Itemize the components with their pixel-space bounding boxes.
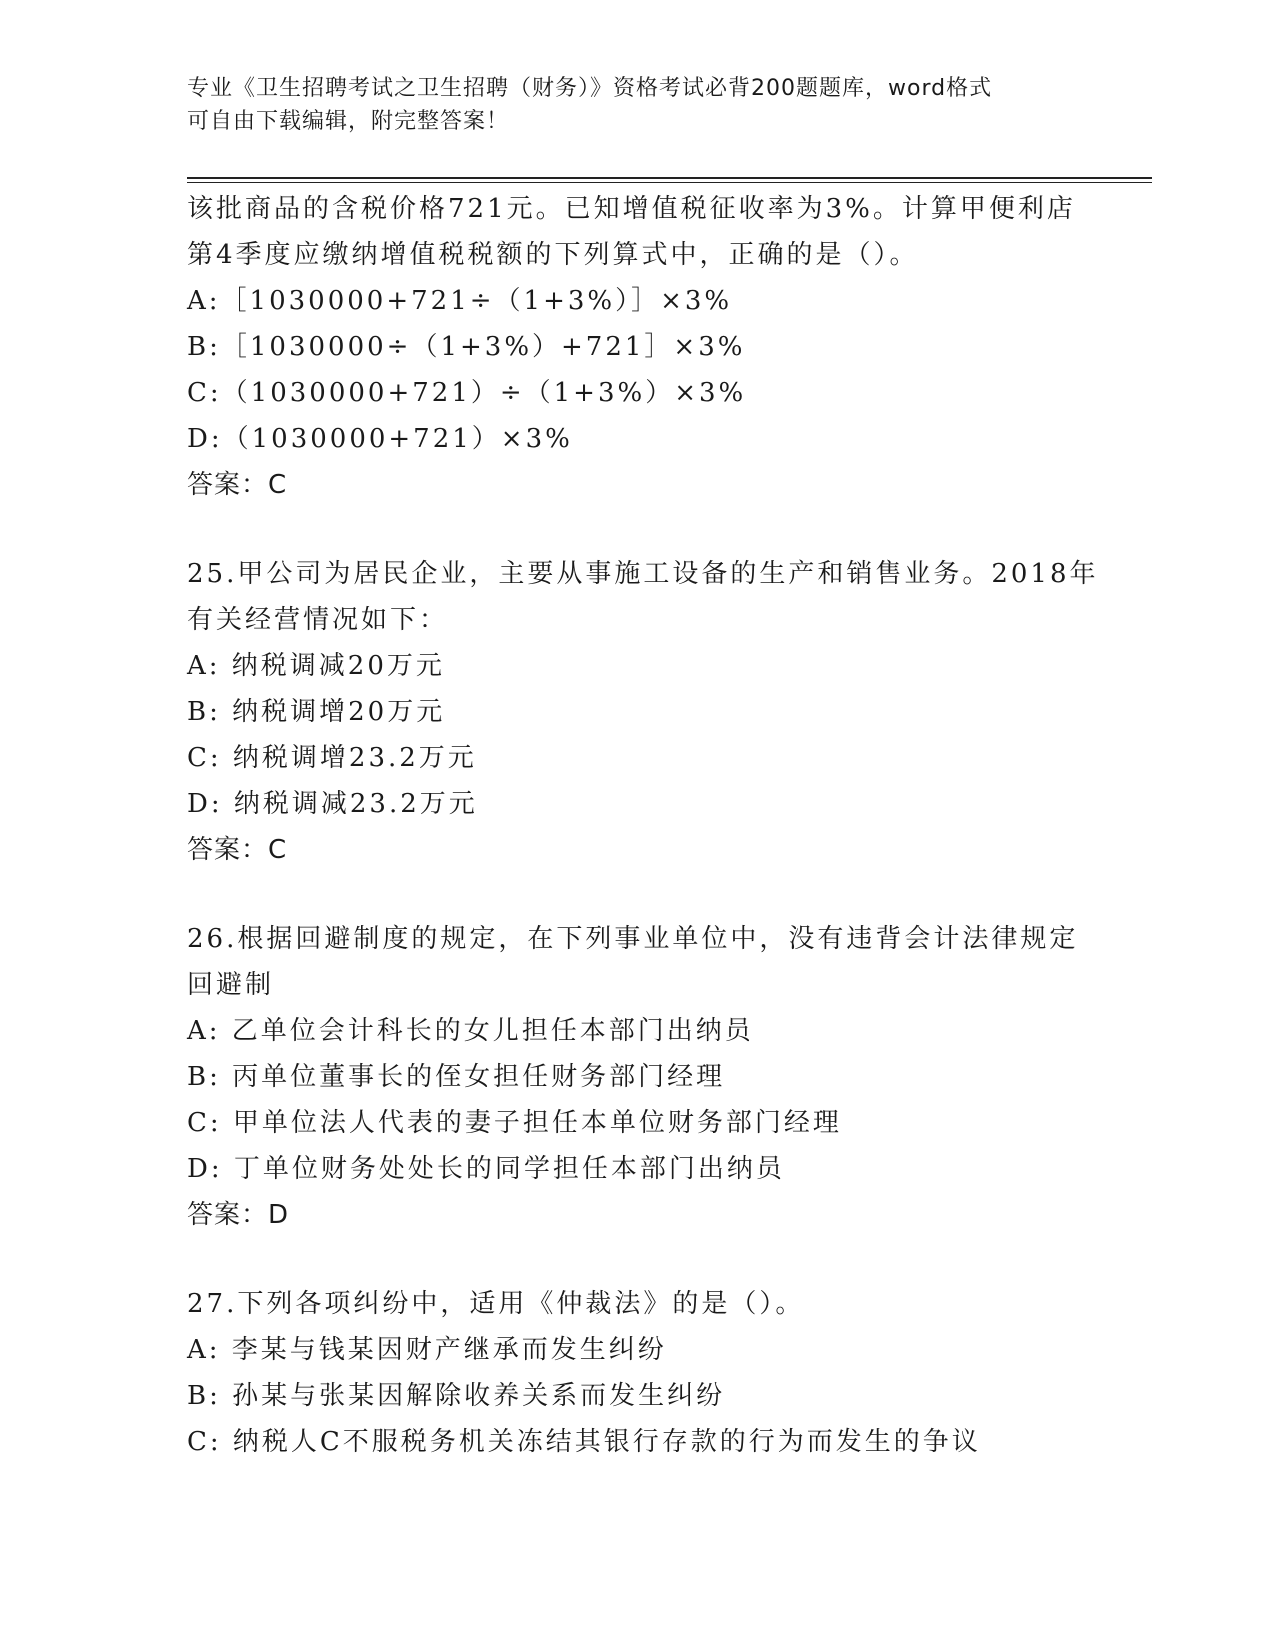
answer-line: 答案：C [187, 470, 288, 500]
document-header [187, 72, 1087, 138]
header-divider-thick [187, 177, 1152, 179]
option-c: C:（1030000+721）÷（1+3%）×3% [187, 378, 747, 408]
option-b: B: 纳税调增20万元 [187, 697, 446, 727]
question-stem-line: 回避制 [187, 970, 275, 1000]
option-a: A: 乙单位会计科长的女儿担任本部门出纳员 [187, 1016, 754, 1046]
question-stem-line: 该批商品的含税价格721元。已知增值税征收率为3%。计算甲便利店 [187, 194, 1076, 224]
document-body [187, 186, 1099, 1465]
option-a: A:［1030000+721÷（1+3%）］×3% [187, 286, 733, 316]
option-a: A: 纳税调减20万元 [187, 651, 445, 681]
option-a: A: 李某与钱某因财产继承而发生纠纷 [187, 1335, 667, 1365]
question-26 [187, 916, 1087, 1238]
question-stem-line: 第4季度应缴纳增值税税额的下列算式中，正确的是（）。 [187, 240, 919, 270]
answer-line: 答案：C [187, 835, 288, 865]
header-divider-thin [187, 182, 1152, 183]
option-c: C: 纳税人C不服税务机关冻结其银行存款的行为而发生的争议 [187, 1427, 981, 1457]
question-24-continuation [187, 186, 1087, 508]
header-line-2: 可自由下载编辑，附完整答案！ [187, 109, 510, 134]
option-d: D: 丁单位财务处处长的同学担任本部门出纳员 [187, 1154, 785, 1184]
question-stem-line: 有关经营情况如下： [187, 605, 449, 635]
option-d: D: 纳税调减23.2万元 [187, 789, 478, 819]
answer-line: 答案：D [187, 1200, 290, 1230]
option-c: C: 纳税调增23.2万元 [187, 743, 477, 773]
question-27 [187, 1281, 1087, 1465]
option-d: D:（1030000+721）×3% [187, 424, 573, 454]
option-b: B: 孙某与张某因解除收养关系而发生纠纷 [187, 1381, 726, 1411]
option-b: B: 丙单位董事长的侄女担任财务部门经理 [187, 1062, 726, 1092]
option-b: B:［1030000÷（1+3%）+721］×3% [187, 332, 746, 362]
header-line-1: 专业《卫生招聘考试之卫生招聘（财务）》资格考试必背200题题库，word格式 [187, 76, 993, 101]
question-25 [187, 551, 1099, 873]
question-stem-line: 27.下列各项纠纷中，适用《仲裁法》的是（）。 [187, 1289, 805, 1319]
option-c: C: 甲单位法人代表的妻子担任本单位财务部门经理 [187, 1108, 842, 1138]
question-stem-line: 25.甲公司为居民企业，主要从事施工设备的生产和销售业务。2018年 [187, 559, 1099, 589]
question-stem-line: 26.根据回避制度的规定，在下列事业单位中，没有违背会计法律规定 [187, 924, 1079, 954]
